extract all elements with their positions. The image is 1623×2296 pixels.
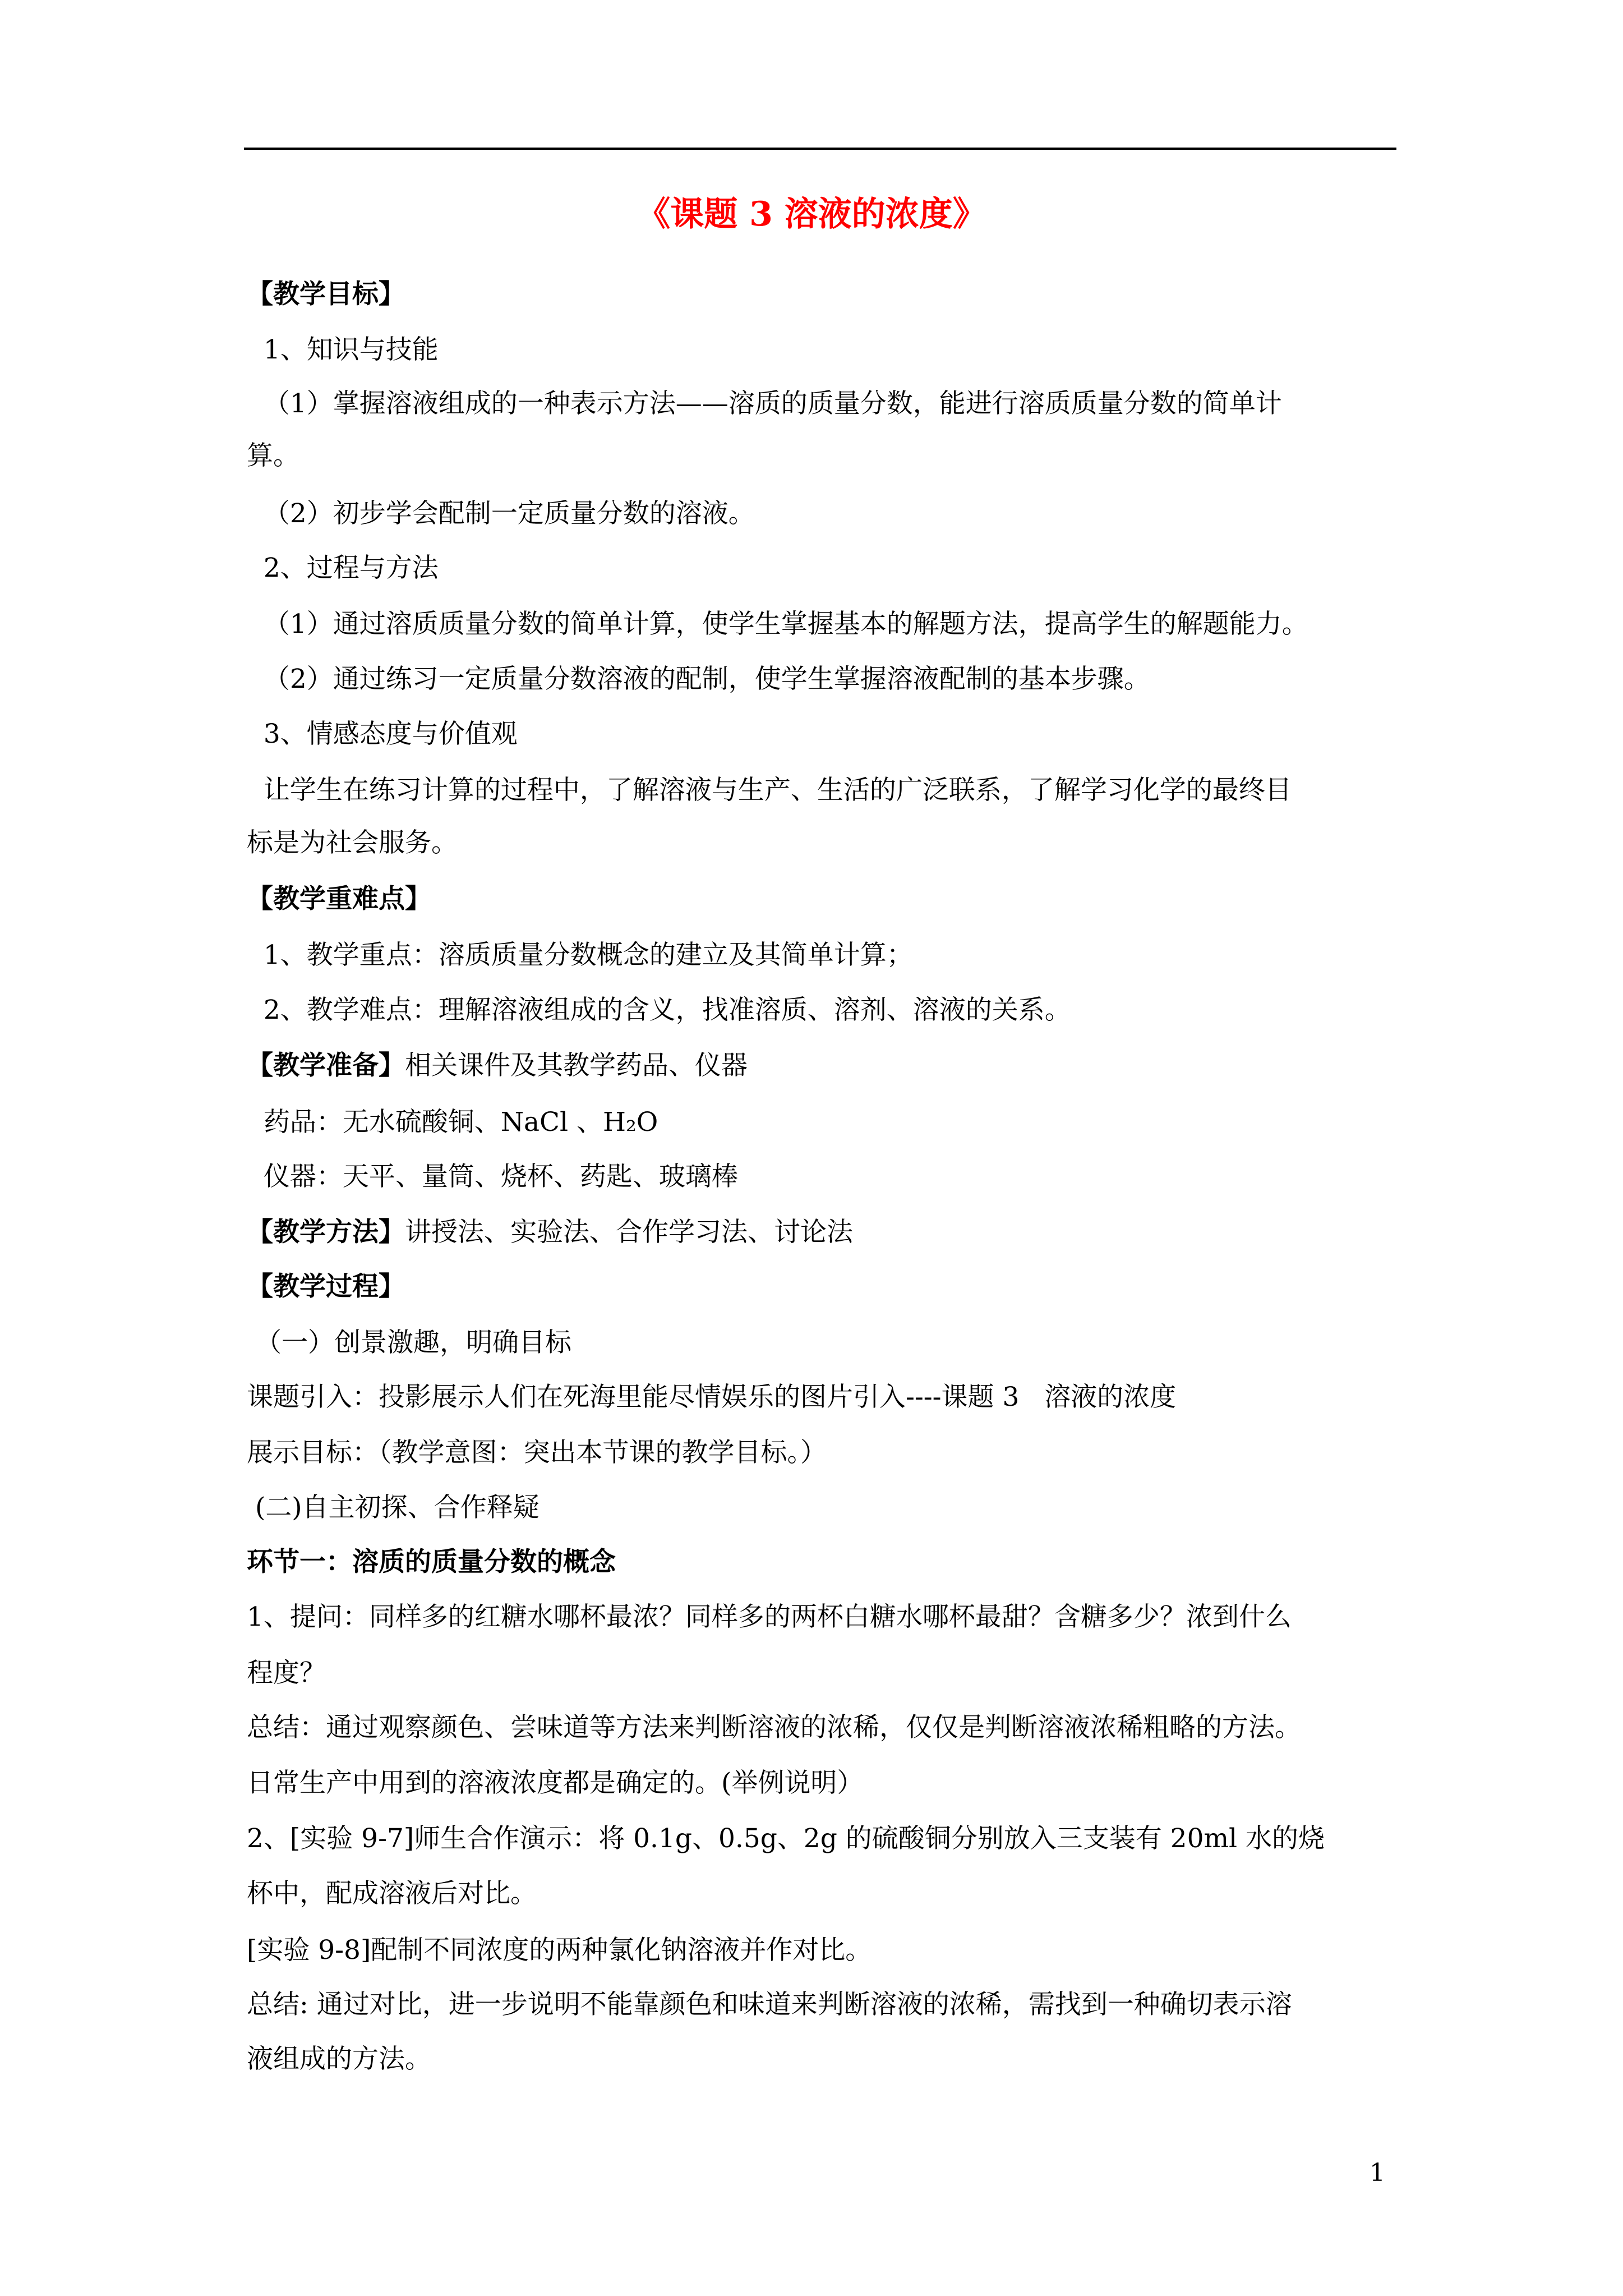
section-heading — [247, 1271, 405, 1303]
line-text: (二)自主初探、合作释疑 — [247, 1492, 540, 1523]
body-line — [247, 498, 755, 530]
body-line — [247, 664, 1150, 695]
body-line — [247, 1327, 571, 1359]
body-line — [247, 775, 1292, 806]
line-text: 1、提问：同样多的红糖水哪杯最浓？同样多的两杯白糖水哪杯最甜？含糖多少？浓到什么 — [247, 1602, 1292, 1632]
body-line — [247, 2044, 431, 2075]
body-line — [247, 1935, 872, 1966]
line-text: 药品：无水硫酸铜、NaCl 、H₂O — [247, 1107, 658, 1138]
section-heading: 【教学准备】 — [247, 1050, 405, 1081]
body-line — [247, 440, 299, 472]
line-text: 杯中，配成溶液后对比。 — [247, 1878, 537, 1909]
line-text: （1）掌握溶液组成的一种表示方法——溶质的质量分数，能进行溶质质量分数的简单计 — [247, 388, 1282, 419]
line-text: 让学生在练习计算的过程中，了解溶液与生产、生活的广泛联系，了解学习化学的最终目 — [247, 775, 1292, 806]
body-line — [247, 1217, 853, 1248]
body-line — [247, 1823, 1325, 1855]
body-line — [247, 719, 518, 750]
body-line — [247, 940, 913, 971]
body-line — [247, 1050, 748, 1082]
body-line — [247, 553, 439, 584]
line-text: 总结：通过观察颜色、尝味道等方法来判断溶液的浓稀，仅仅是判断溶液浓稀粗略的方法。 — [247, 1712, 1301, 1743]
line-text: 1、知识与技能 — [247, 334, 439, 365]
document-title: 《课题 3 溶液的浓度》 — [637, 195, 986, 234]
line-text: [实验 9-8]配制不同浓度的两种氯化钠溶液并作对比。 — [247, 1935, 872, 1966]
section-heading: 【教学方法】 — [247, 1217, 405, 1248]
line-text: （一）创景激趣，明确目标 — [247, 1327, 571, 1358]
line-text: （1）通过溶质质量分数的简单计算，使学生掌握基本的解题方法，提高学生的解题能力。 — [247, 609, 1308, 639]
body-line — [247, 1382, 1176, 1413]
line-text: 【教学过程】 — [247, 1271, 405, 1302]
line-text: 2、过程与方法 — [247, 553, 439, 583]
line-text: 2、[实验 9-7]师生合作演示：将 0.1g、0.5g、2g 的硫酸铜分别放入三支装有 20ml 水的烧 — [247, 1823, 1325, 1854]
body-line — [247, 1712, 1301, 1743]
page-number: 1 — [1370, 2159, 1385, 2187]
line-text: 总结: 通过对比，进一步说明不能靠颜色和味道来判断溶液的浓稀，需找到一种确切表示溶 — [247, 1989, 1292, 2020]
body-line — [247, 609, 1308, 640]
header-rule — [244, 148, 1396, 150]
section-heading — [247, 1547, 616, 1578]
line-text: 3、情感态度与价值观 — [247, 719, 518, 749]
line-text: 环节一：溶质的质量分数的概念 — [247, 1547, 616, 1577]
body-line — [247, 334, 439, 366]
line-text: 课题引入：投影展示人们在死海里能尽情娱乐的图片引入----课题 3 溶液的浓度 — [247, 1382, 1177, 1412]
line-text: 相关课件及其教学药品、仪器 — [405, 1050, 748, 1081]
line-text: 程度？ — [247, 1658, 326, 1688]
section-heading — [247, 884, 431, 915]
line-text: 日常生产中用到的溶液浓度都是确定的。(举例说明） — [247, 1768, 864, 1798]
body-line — [247, 1878, 537, 1910]
body-line — [247, 1492, 540, 1524]
body-line — [247, 1161, 738, 1193]
section-heading — [247, 279, 405, 310]
line-text: 【教学重难点】 — [247, 884, 431, 914]
line-text: 标是为社会服务。 — [247, 827, 458, 858]
line-text: 仪器：天平、量筒、烧杯、药匙、玻璃棒 — [247, 1161, 738, 1192]
body-line — [247, 1768, 863, 1799]
line-text: 讲授法、实验法、合作学习法、讨论法 — [405, 1217, 853, 1248]
body-line — [247, 827, 458, 859]
body-line — [247, 1437, 827, 1469]
line-text: 2、教学难点：理解溶液组成的含义，找准溶质、溶剂、溶液的关系。 — [247, 995, 1071, 1025]
body-line — [247, 1602, 1292, 1633]
line-text: 算。 — [247, 440, 299, 471]
line-text: 展示目标：（教学意图：突出本节课的教学目标。） — [247, 1437, 827, 1468]
body-line — [247, 388, 1282, 420]
body-line — [247, 1989, 1292, 2021]
body-line — [247, 995, 1071, 1026]
line-text: 液组成的方法。 — [247, 2044, 431, 2074]
line-text: （2）通过练习一定质量分数溶液的配制，使学生掌握溶液配制的基本步骤。 — [247, 664, 1150, 694]
body-line — [247, 1107, 658, 1138]
line-text: （2）初步学会配制一定质量分数的溶液。 — [247, 498, 755, 529]
line-text: 【教学目标】 — [247, 279, 405, 310]
line-text: 1、教学重点：溶质质量分数概念的建立及其简单计算； — [247, 940, 913, 970]
body-line — [247, 1658, 326, 1689]
